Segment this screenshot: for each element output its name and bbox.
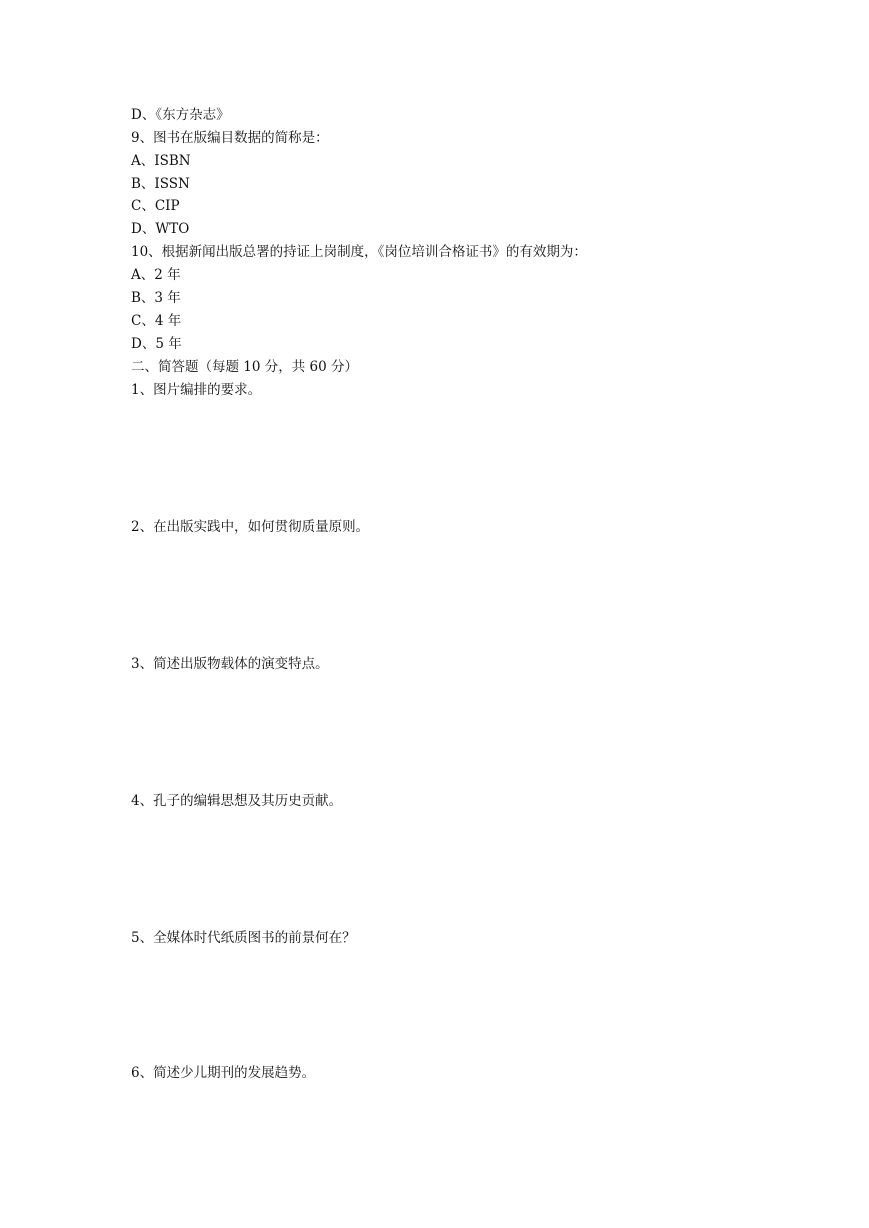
q8-option-d: D、《东方杂志》 — [131, 107, 230, 123]
q9-option-d: D、WTO — [131, 221, 190, 237]
q10-stem: 10、根据新闻出版总署的持证上岗制度，《岗位培训合格证书》的有效期为： — [131, 244, 587, 260]
q9-stem: 9、图书在版编目数据的简称是： — [131, 130, 329, 146]
section2-heading: 二、简答题（每题 10 分，共 60 分） — [131, 359, 359, 375]
short-answer-q4: 4、孔子的编辑思想及其历史贡献。 — [131, 793, 343, 809]
short-answer-q5: 5、全媒体时代纸质图书的前景何在？ — [131, 930, 356, 946]
q9-option-b: B、ISSN — [131, 176, 190, 192]
q10-option-b: B、3 年 — [131, 290, 181, 306]
short-answer-q3: 3、简述出版物载体的演变特点。 — [131, 656, 329, 672]
q10-option-d: D、5 年 — [131, 336, 182, 352]
short-answer-q1: 1、图片编排的要求。 — [131, 382, 262, 398]
q10-option-a: A、2 年 — [131, 267, 181, 283]
short-answer-q2: 2、在出版实践中，如何贯彻质量原则。 — [131, 519, 370, 535]
q9-option-a: A、ISBN — [131, 153, 191, 169]
short-answer-q6: 6、简述少儿期刊的发展趋势。 — [131, 1065, 316, 1081]
q9-option-c: C、CIP — [131, 198, 180, 214]
q10-option-c: C、4 年 — [131, 313, 182, 329]
